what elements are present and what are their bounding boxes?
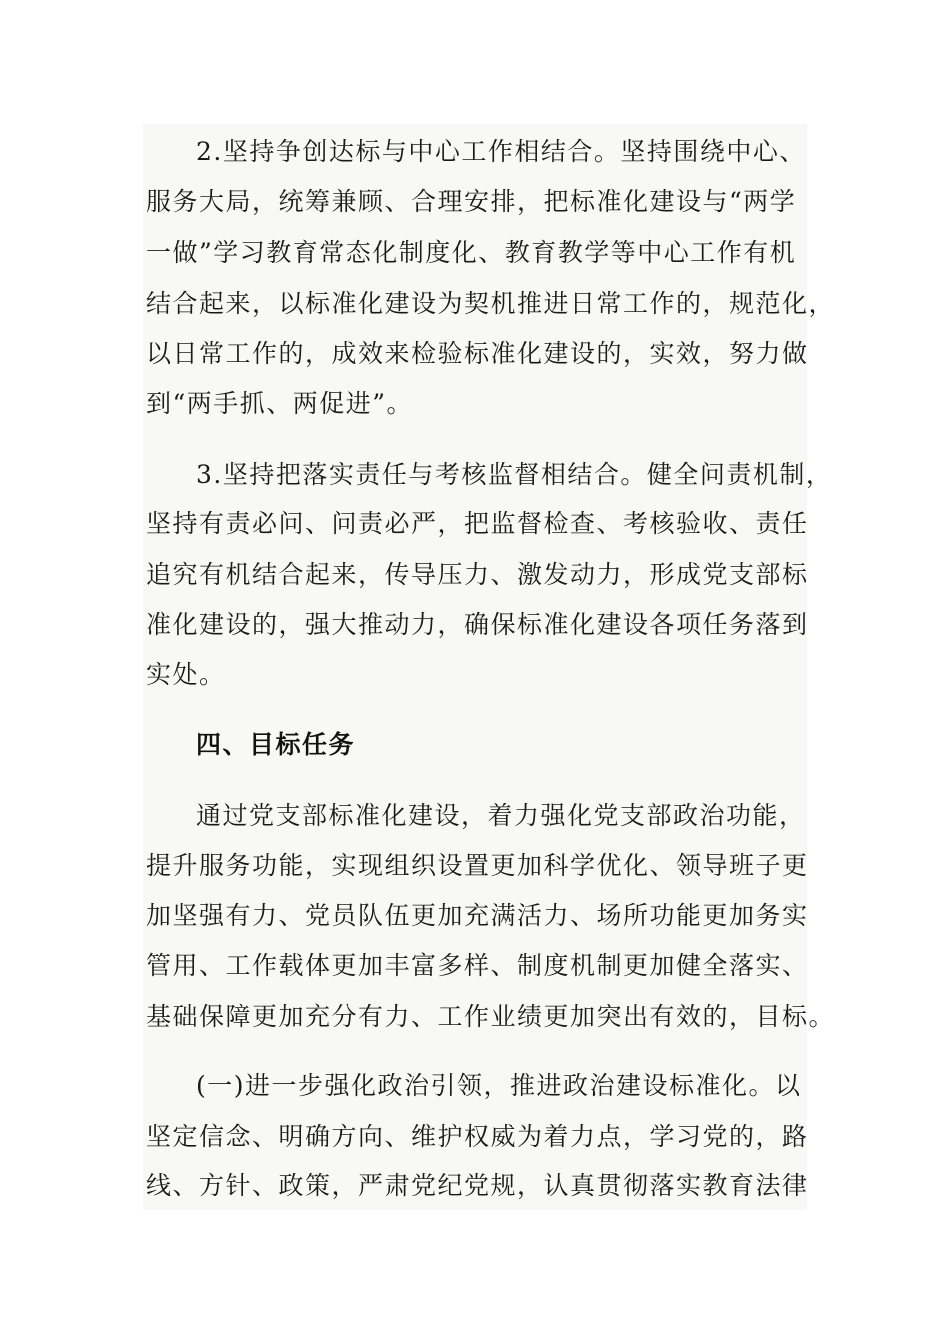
paragraph-2-line-5: 以日常工作的，成效来检验标准化建设的，实效，努力做 — [146, 339, 809, 368]
paragraph-3-line-4: 准化建设的，强大推动力，确保标准化建设各项任务落到 — [146, 610, 809, 639]
paragraph-3-line-2: 坚持有责必问、问责必严，把监督检查、考核验收、责任 — [146, 509, 809, 538]
section-heading-goals: 四、目标任务 — [196, 730, 356, 759]
paragraph-4-line-5: 基础保障更加充分有力、工作业绩更加突出有效的，目标。 — [146, 1002, 836, 1031]
paragraph-4-line-1: 通过党支部标准化建设，着力强化党支部政治功能， — [196, 801, 806, 830]
paragraph-3-line-1: 3.坚持把落实责任与考核监督相结合。健全问责机制， — [196, 460, 833, 489]
paragraph-2-line-6: 到“两手抓、两促进”。 — [146, 389, 414, 418]
paragraph-3-line-5: 实处。 — [146, 660, 226, 689]
paragraph-5-line-3: 线、方针、政策，严肃党纪党规，认真贯彻落实教育法律 — [146, 1171, 809, 1200]
paragraph-4-line-4: 管用、工作载体更加丰富多样、制度机制更加健全落实、 — [146, 951, 809, 980]
paragraph-3-line-3: 追究有机结合起来，传导压力、激发动力，形成党支部标 — [146, 560, 809, 589]
paragraph-5-line-1: (一)进一步强化政治引领，推进政治建设标准化。以 — [196, 1071, 802, 1100]
paragraph-2-line-3: 一做”学习教育常态化制度化、教育教学等中心工作有机 — [146, 238, 797, 267]
paragraph-4-line-3: 加坚强有力、党员队伍更加充满活力、场所功能更加务实 — [146, 901, 809, 930]
paragraph-2-line-4: 结合起来，以标准化建设为契机推进日常工作的，规范化， — [146, 289, 836, 318]
paragraph-5-line-2: 坚定信念、明确方向、维护权威为着力点，学习党的，路 — [146, 1122, 809, 1151]
paragraph-4-line-2: 提升服务功能，实现组织设置更加科学优化、领导班子更 — [146, 851, 809, 880]
paragraph-2-line-2: 服务大局，统筹兼顾、合理安排，把标准化建设与“两学 — [146, 187, 797, 216]
document-page — [143, 124, 807, 1210]
paragraph-2-line-1: 2.坚持争创达标与中心工作相结合。坚持围绕中心、 — [196, 137, 806, 166]
